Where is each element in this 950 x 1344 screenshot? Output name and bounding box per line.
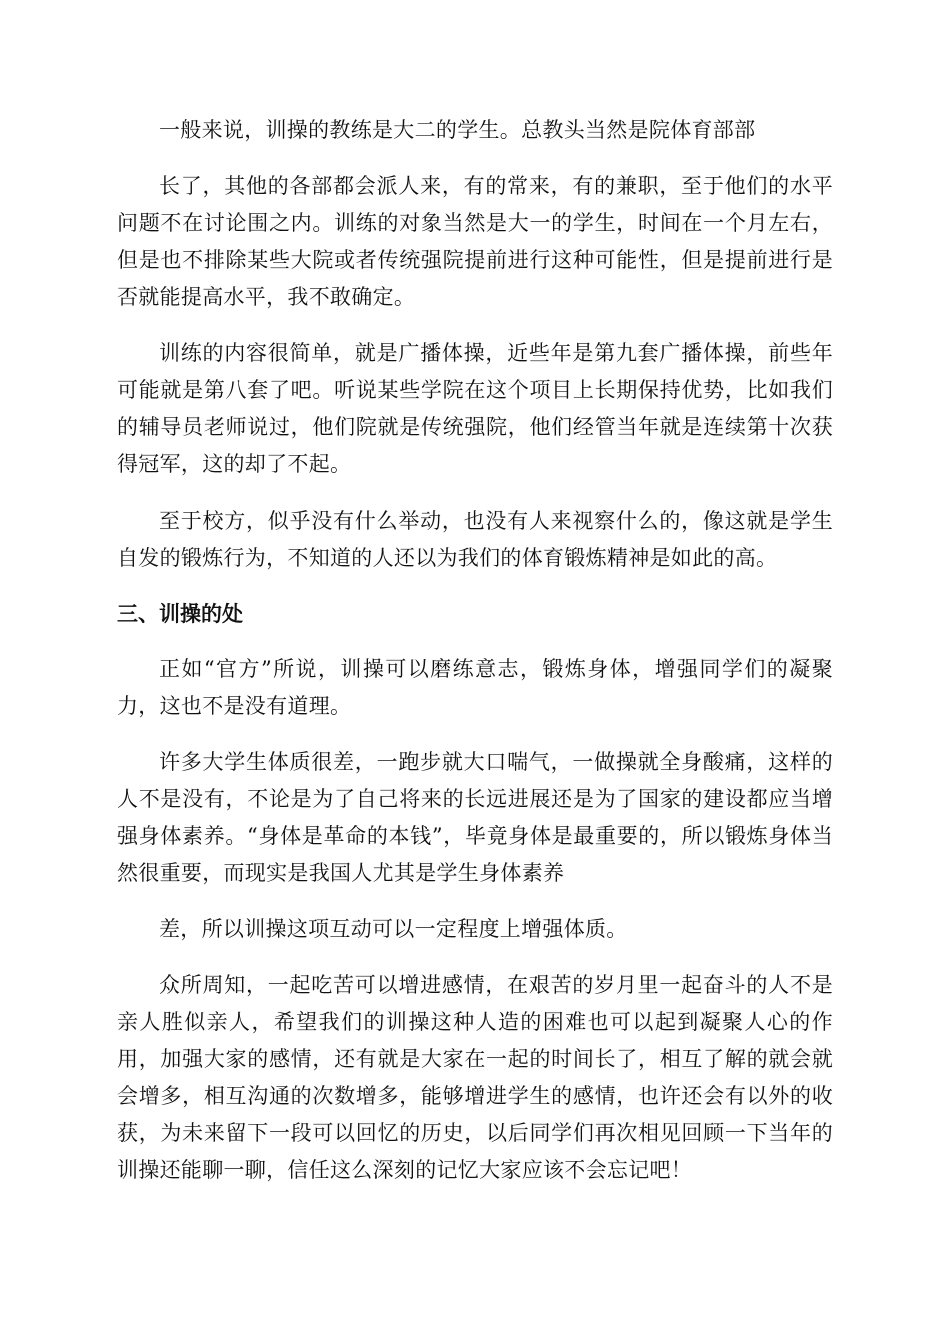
- section-paragraph-2: 许多大学生体质很差，一跑步就大口喘气，一做操就全身酸痛，这样的人不是没有，不论是为了自己将来的长远进展还是为了国家的建设都应当增强身体素养。“身体是革命的本钱”，毕竟身体是最重要的，所以锻炼身体当然很重要，而现实是我国人尤其是学生身体素养: [117, 750, 833, 885]
- section-heading: 三、训操的处: [117, 602, 243, 626]
- paragraph-3: 训练的内容很简单，就是广播体操，近些年是第九套广播体操，前些年可能就是第八套了吧。听说某些学院在这个项目上长期保持优势，比如我们的辅导员老师说过，他们院就是传统强院，他们经管当年就是连续第十次获得冠军，这的却了不起。: [117, 341, 833, 476]
- paragraph-1: 一般来说，训操的教练是大二的学生。总教头当然是院体育部部: [159, 118, 756, 142]
- paragraph-2: 长了，其他的各部都会派人来，有的常来，有的兼职，至于他们的水平问题不在讨论围之内。训练的对象当然是大一的学生，时间在一个月左右，但是也不排除某些大院或者传统强院提前进行这种可能性，但是提前进行是否就能提高水平，我不敢确定。: [117, 174, 833, 309]
- section-paragraph-3: 差，所以训操这项互动可以一定程度上增强体质。: [159, 917, 628, 941]
- section-paragraph-1: 正如“官方”所说，训操可以磨练意志，锻炼身体，增强同学们的凝聚力，这也不是没有道理。: [117, 657, 833, 718]
- section-paragraph-4: 众所周知，一起吃苦可以增进感情，在艰苦的岁月里一起奋斗的人不是亲人胜似亲人，希望我们的训操这种人造的困难也可以起到凝聚人心的作用，加强大家的感情，还有就是大家在一起的时间长了，相互了解的就会就会增多，相互沟通的次数增多，能够增进学生的感情，也许还会有以外的收获，为未来留下一段可以回忆的历史，以后同学们再次相见回顾一下当年的训操还能聊一聊，信任这么深刻的记忆大家应该不会忘记吧！: [117, 973, 833, 1182]
- paragraph-4: 至于校方，似乎没有什么举动，也没有人来视察什么的，像这就是学生自发的锻炼行为，不知道的人还以为我们的体育锻炼精神是如此的高。: [117, 509, 833, 570]
